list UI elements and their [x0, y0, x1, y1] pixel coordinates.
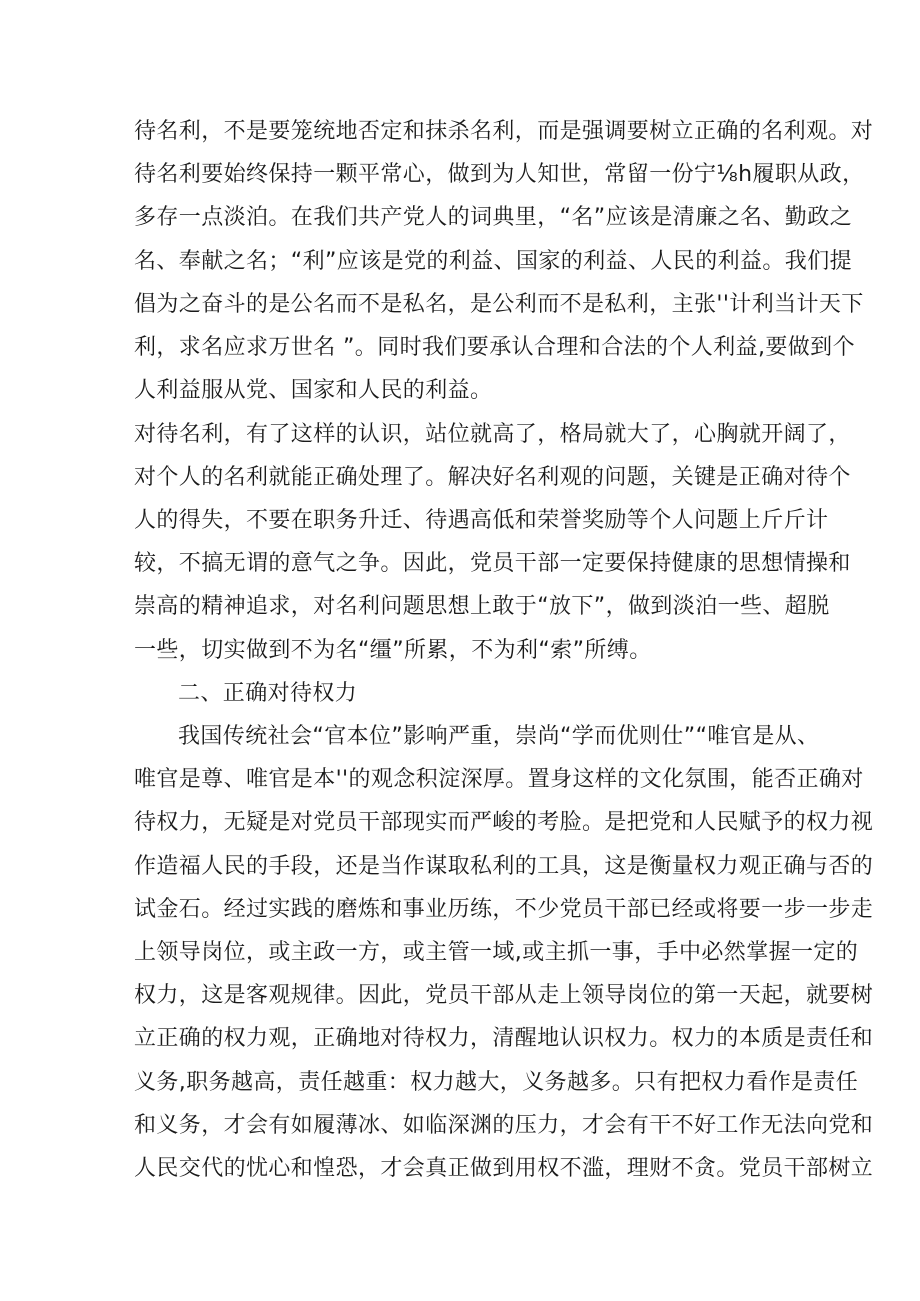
text-line: 待名利，不是要笼统地否定和抹杀名利，而是强调要树立正确的名利观。对 [134, 119, 874, 144]
text-line: 立正确的权力观，正确地对待权力，清醒地认识权力。权力的本质是责任和 [134, 1026, 874, 1051]
text-line: 人利益服从党、国家和人民的利益。 [134, 378, 493, 403]
text-line: 名、奉献之名；“利”应该是党的利益、国家的利益、人民的利益。我们提 [134, 249, 852, 274]
text-line: 对个人的名利就能正确处理了。解决好名利观的问题，关键是正确对待个 [134, 465, 851, 490]
text-line: 对待名利，有了这样的认识，站位就高了，格局就大了，心胸就开阔了， [134, 422, 851, 447]
text-line: 唯官是尊、唯官是本''的观念积淀深厚。置身这样的文化氛围，能否正确对 [134, 767, 864, 792]
text-line: 一些，切实做到不为名“缰”所累，不为利“索”所缚。 [134, 638, 652, 663]
text-line: 作造福人民的手段，还是当作谋取私利的工具，这是衡量权力观正确与否的 [134, 854, 874, 879]
text-line: 人民交代的忧心和惶恐，才会真正做到用权不滥，理财不贪。党员干部树立 [134, 1156, 874, 1181]
text-line: 我国传统社会“官本位”影响严重，崇尚“学而优则仕”“唯官是从、 [178, 724, 820, 749]
text-line: 待名利要始终保持一颗平常心，做到为人知世，常留一份宁⅛h履职从政， [134, 162, 865, 187]
text-line: 崇高的精神追求，对名利问题思想上敢于“放下”，做到淡泊一些、超脱 [134, 594, 830, 619]
text-line: 权力，这是客观规律。因此，党员干部从走上领导岗位的第一天起，就要树 [134, 983, 874, 1008]
text-line: 试金石。经过实践的磨炼和事业历练，不少党员干部已经或将要一步一步走 [134, 897, 874, 922]
text-line: 和义务，才会有如履薄冰、如临深渊的压力，才会有干不好工作无法向党和 [134, 1113, 874, 1138]
text-line: 上领导岗位，或主政一方，或主管一域,或主抓一事，手中必然掌握一定的 [134, 940, 859, 965]
text-line: 较，不搞无谓的意气之争。因此，党员干部一定要保持健康的思想情操和 [134, 551, 851, 576]
text-line: 人的得失，不要在职务升迁、待遇高低和荣誉奖励等个人问题上斤斤计 [134, 508, 829, 533]
text-line: 利，求名应求万世名 ”。同时我们要承认合理和合法的个人利益,要做到个 [134, 335, 855, 360]
text-line: 待权力，无疑是对党员干部现实而严峻的考脸。是把党和人民赋予的权力视 [134, 810, 874, 835]
text-line: 义务,职务越高，责任越重：权力越大，义务越多。只有把权力看作是责任 [134, 1070, 859, 1095]
text-line: 倡为之奋斗的是公名而不是私名，是公利而不是私利，主张''计利当计天下 [134, 292, 864, 317]
text-line: 多存一点淡泊。在我们共产党人的词典里，“名”应该是清廉之名、勤政之 [134, 205, 852, 230]
section-heading: 二、正确对待权力 [178, 681, 358, 706]
